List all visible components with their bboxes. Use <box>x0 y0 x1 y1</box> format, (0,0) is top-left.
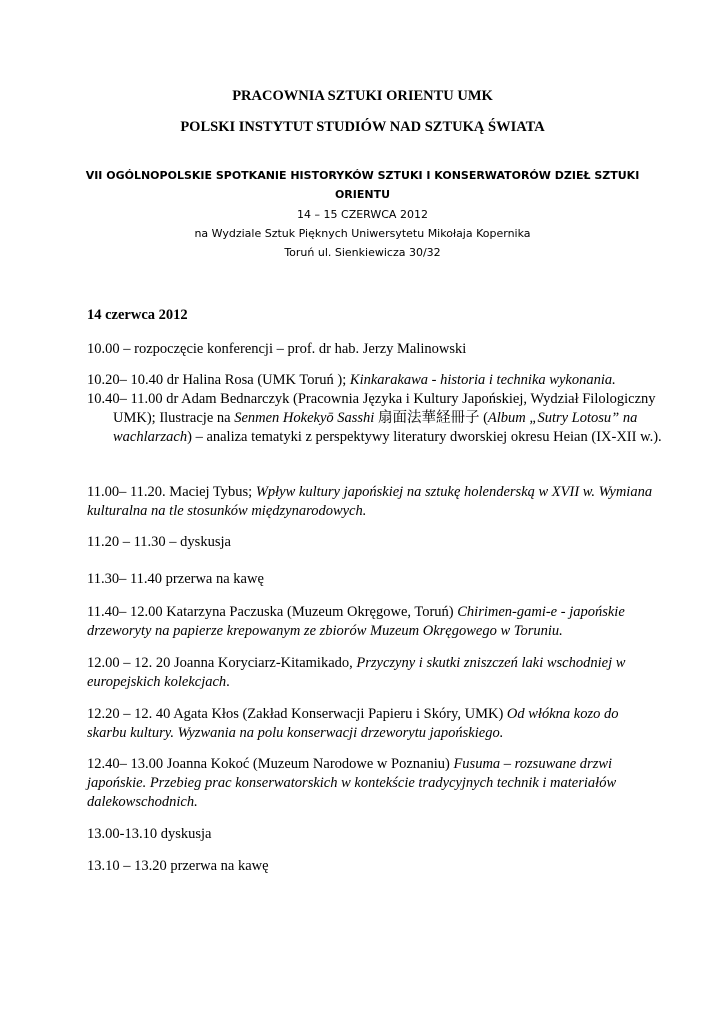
session-rosa-title: Kinkarakawa - historia i technika wykonania. <box>349 372 616 388</box>
session-paczuska-speaker: 11.40– 12.00 Katarzyna Paczuska (Muzeum Okręgowe, Toruń) <box>87 604 458 620</box>
session-klos <box>87 705 657 743</box>
event-address: Toruń ul. Sienkiewicza 30/32 <box>284 246 441 259</box>
session-bednarczyk-desc: ) – analiza tematyki z perspektywy literatury dworskiej okresu Heian (IX-XII w.). <box>187 429 662 445</box>
event-venue: na Wydziale Sztuk Pięknych Uniwersytetu Mikołaja Kopernika <box>194 227 531 240</box>
organizer-line-2: POLSKI INSTYTUT STUDIÓW NAD SZTUKĄ ŚWIATA <box>180 119 545 135</box>
day-heading: 14 czerwca 2012 <box>87 307 188 323</box>
session-rosa <box>87 371 657 390</box>
session-kokoc-title: Fusuma – rozsuwane drzwi japońskie. Przebieg prac konserwatorskich w kontekście tradycyjnych technik i materiałów dalekowschodnich. <box>87 756 617 810</box>
session-bednarczyk <box>87 390 683 447</box>
session-koryciarz-speaker: 12.00 – 12. 20 Joanna Koryciarz-Kitamikado, <box>87 655 357 671</box>
session-kokoc-speaker: 12.40– 13.00 Joanna Kokoć (Muzeum Narodowe w Poznaniu) <box>87 756 454 772</box>
session-koryciarz <box>87 654 657 692</box>
session-tybus <box>87 483 657 521</box>
session-koryciarz-title: Przyczyny i skutki zniszczeń laki wschodniej w europejskich kolekcjach <box>87 655 626 690</box>
session-discussion-1: 11.20 – 11.30 – dyskusja <box>87 534 231 550</box>
session-klos-speaker: 12.20 – 12. 40 Agata Kłos (Zakład Konserwacji Papieru i Skóry, UMK) <box>87 706 507 722</box>
session-bednarczyk-title: Senmen Hokekyō Sasshi <box>234 410 375 426</box>
session-opening: 10.00 – rozpoczęcie konferencji – prof. dr hab. Jerzy Malinowski <box>87 341 467 357</box>
session-coffee-1: 11.30– 11.40 przerwa na kawę <box>87 571 264 587</box>
session-koryciarz-tail: . <box>226 674 230 690</box>
event-dates: 14 – 15 CZERWCA 2012 <box>297 208 428 221</box>
event-title-line-2: ORIENTU <box>334 188 391 201</box>
session-klos-title: Od włókna kozo do skarbu kultury. Wyzwania na polu konserwacji drzeworytu japońskiego. <box>87 706 619 741</box>
organizer-line-1: PRACOWNIA SZTUKI ORIENTU UMK <box>232 88 493 104</box>
session-bednarczyk-kanji: 扇面法華経冊子 ( <box>374 410 488 426</box>
session-bednarczyk-subtitle: Album „Sutry Lotosu” na wachlarzach <box>113 410 638 445</box>
session-paczuska <box>87 603 657 641</box>
session-paczuska-title: Chirimen-gami-e - japońskie drzeworyty na papierze krepowanym ze zbiorów Muzeum Okręgowego w Toruniu. <box>87 604 625 639</box>
session-tybus-speaker: 11.00– 11.20. Maciej Tybus; <box>87 484 256 500</box>
event-title-line-1: VII OGÓLNOPOLSKIE SPOTKANIE HISTORYKÓW SZTUKI I KONSERWATORÓW DZIEŁ SZTUKI <box>85 169 640 182</box>
session-kokoc <box>87 755 657 812</box>
session-discussion-2: 13.00-13.10 dyskusja <box>87 826 212 842</box>
session-rosa-speaker: 10.20– 10.40 dr Halina Rosa (UMK Toruń ); <box>87 372 350 388</box>
session-coffee-2: 13.10 – 13.20 przerwa na kawę <box>87 858 269 874</box>
session-tybus-title: Wpływ kultury japońskiej na sztukę holenderską w XVII w. Wymiana kulturalna na tle stosunków międzynarodowych. <box>87 484 653 519</box>
session-bednarczyk-speaker: 10.40– 11.00 dr Adam Bednarczyk (Pracownia Języka i Kultury Japońskiej, Wydział Filologiczny UMK); Ilustracje na <box>87 391 656 426</box>
